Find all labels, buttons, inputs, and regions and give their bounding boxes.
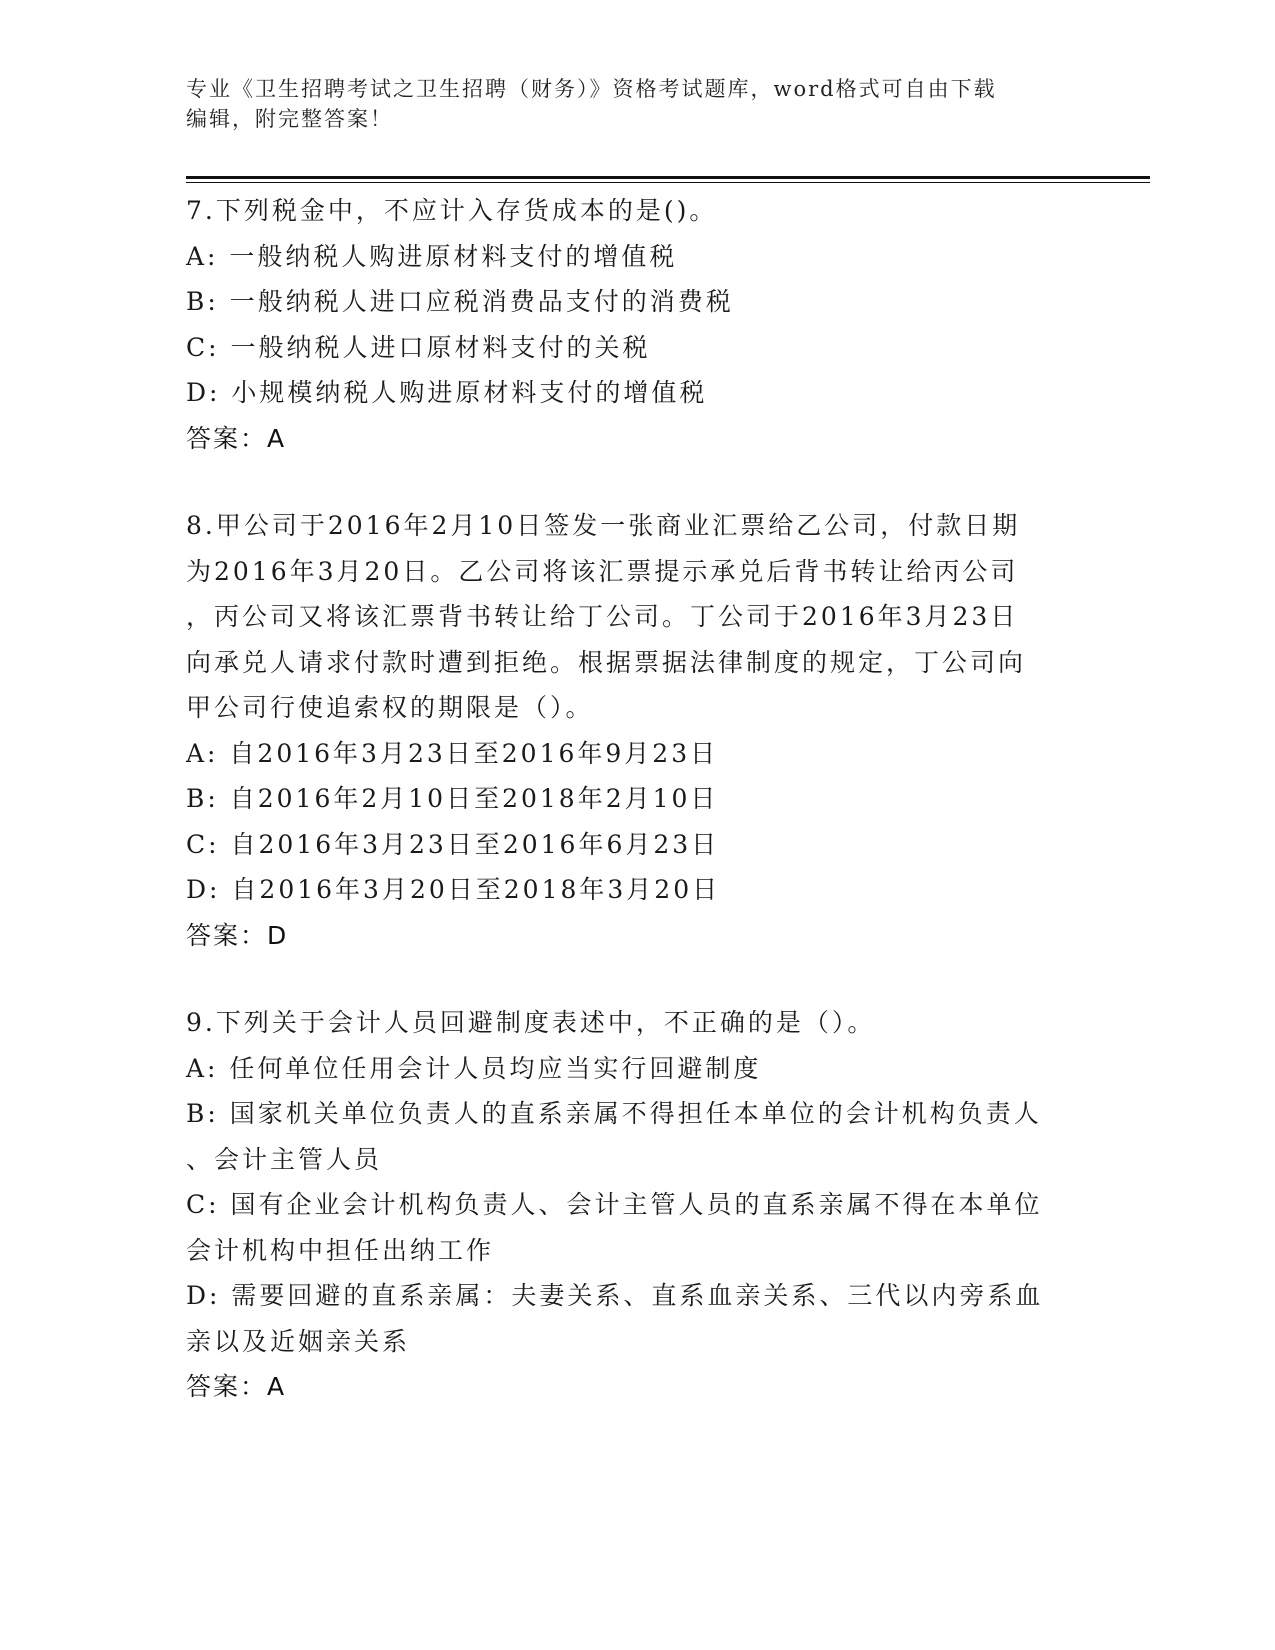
question-8 bbox=[186, 503, 1076, 958]
question-7 bbox=[186, 188, 1076, 461]
option-b: B: 自2016年2月10日至2018年2月10日 bbox=[186, 784, 719, 813]
option-c-line-2: 会计机构中担任出纳工作 bbox=[186, 1235, 495, 1265]
option-d: D: 小规模纳税人购进原材料支付的增值税 bbox=[186, 378, 708, 407]
question-stem-line-4: 向承兑人请求付款时遭到拒绝。根据票据法律制度的规定，丁公司向 bbox=[186, 647, 1027, 677]
question-stem-line-2: 为2016年3月20日。乙公司将该汇票提示承兑后背书转让给丙公司 bbox=[186, 556, 1019, 586]
question-spacer bbox=[186, 461, 1076, 503]
document-header bbox=[186, 74, 1066, 134]
option-b-line-2: 、会计主管人员 bbox=[186, 1144, 383, 1174]
header-line-1: 专业《卫生招聘考试之卫生招聘（财务）》资格考试题库，word格式可自由下载 bbox=[186, 77, 997, 101]
option-b: B: 一般纳税人进口应税消费品支付的消费税 bbox=[186, 287, 734, 316]
question-stem-line-3: ，丙公司又将该汇票背书转让给丁公司。丁公司于2016年3月23日 bbox=[186, 602, 1019, 631]
question-9 bbox=[186, 1000, 1076, 1410]
option-b-line-1: B: 国家机关单位负责人的直系亲属不得担任本单位的会计机构负责人 bbox=[186, 1099, 1042, 1128]
option-a: A: 一般纳税人购进原材料支付的增值税 bbox=[186, 241, 678, 271]
question-list bbox=[186, 188, 1076, 1410]
question-spacer bbox=[186, 958, 1076, 1000]
option-d-line-1: D: 需要回避的直系亲属：夫妻关系、直系血亲关系、三代以内旁系血 bbox=[186, 1281, 1044, 1310]
option-c-line-1: C: 国有企业会计机构负责人、会计主管人员的直系亲属不得在本单位 bbox=[186, 1190, 1043, 1219]
option-d: D: 自2016年3月20日至2018年3月20日 bbox=[186, 875, 721, 904]
header-divider-thin bbox=[186, 182, 1150, 183]
option-d-line-2: 亲以及近姻亲关系 bbox=[186, 1326, 411, 1356]
option-a: A: 自2016年3月23日至2016年9月23日 bbox=[186, 738, 719, 768]
header-line-2: 编辑，附完整答案！ bbox=[186, 107, 393, 131]
option-c: C: 自2016年3月23日至2016年6月23日 bbox=[186, 829, 720, 859]
answer-label: 答案：D bbox=[186, 920, 289, 950]
question-stem-line-1: 8.甲公司于2016年2月10日签发一张商业汇票给乙公司，付款日期 bbox=[186, 511, 1021, 540]
answer-label: 答案：A bbox=[186, 423, 287, 453]
option-a: A: 任何单位任用会计人员均应当实行回避制度 bbox=[186, 1053, 762, 1083]
question-stem: 7.下列税金中，不应计入存货成本的是()。 bbox=[186, 196, 718, 225]
option-c: C: 一般纳税人进口原材料支付的关税 bbox=[186, 332, 651, 362]
header-divider-thick bbox=[186, 176, 1150, 179]
question-stem-line-5: 甲公司行使追索权的期限是（）。 bbox=[186, 693, 594, 722]
question-stem: 9.下列关于会计人员回避制度表述中，不正确的是（）。 bbox=[186, 1008, 876, 1037]
answer-label: 答案：A bbox=[186, 1372, 287, 1401]
